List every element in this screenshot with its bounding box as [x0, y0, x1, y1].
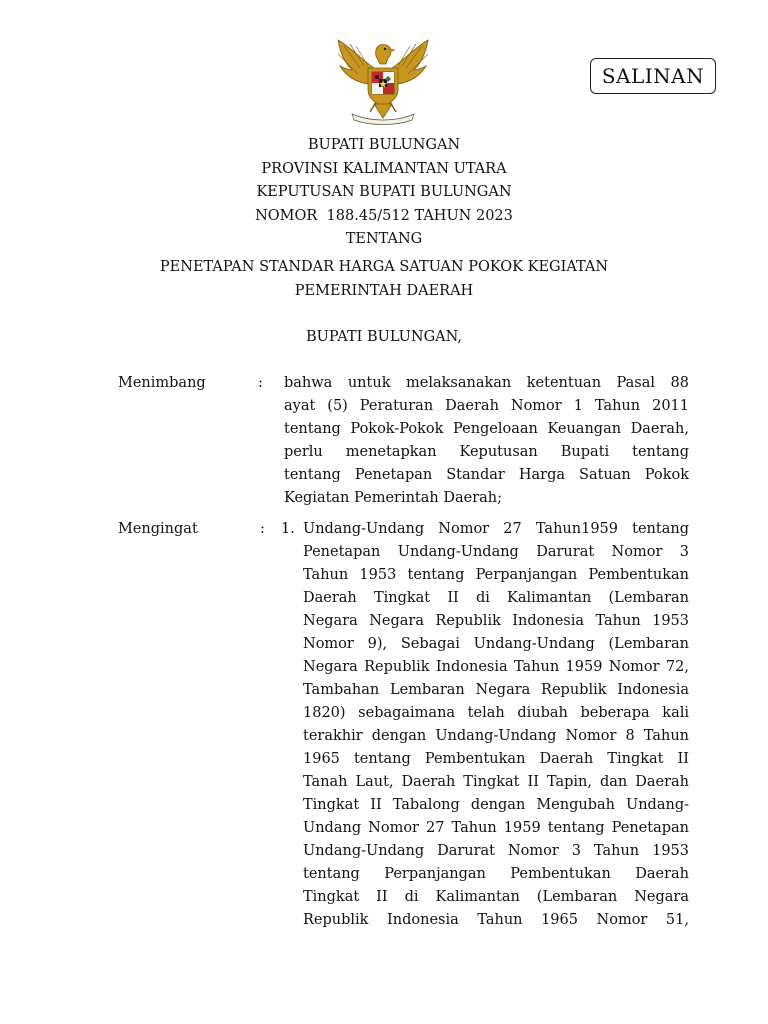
mengingat-line: Undang-Undang Darurat Nomor 3 Tahun 1953 — [303, 843, 689, 859]
authority-line: BUPATI BULUNGAN, — [305, 329, 463, 345]
header-regent: BUPATI BULUNGAN — [307, 137, 461, 153]
menimbang-label: Menimbang — [118, 375, 206, 391]
mengingat-line: Penetapan Undang-Undang Darurat Nomor 3 — [303, 544, 689, 560]
mengingat-line: Nomor 9), Sebagai Undang-Undang (Lembaran — [303, 636, 689, 652]
mengingat-line: Negara Negara Republik Indonesia Tahun 1953 — [303, 613, 689, 629]
mengingat-line: Republik Indonesia Tahun 1965 Nomor 51, — [303, 912, 689, 928]
mengingat-line: terakhir dengan Undang-Undang Nomor 8 Tahun — [303, 728, 689, 744]
mengingat-line: Daerah Tingkat II di Kalimantan (Lembaran — [303, 590, 689, 606]
mengingat-colon: : — [260, 521, 265, 537]
menimbang-line: Kegiatan Pemerintah Daerah; — [284, 490, 503, 506]
mengingat-line: Tambahan Lembaran Negara Republik Indonesia — [303, 682, 689, 698]
document-header — [0, 134, 768, 252]
title-line-1: PENETAPAN STANDAR HARGA SATUAN POKOK KEGIATAN — [159, 259, 609, 275]
mengingat-item-number: 1. — [281, 521, 295, 537]
menimbang-line: bahwa untuk melaksanakan ketentuan Pasal 88 — [284, 375, 689, 391]
mengingat-line: Undang Nomor 27 Tahun 1959 tentang Penetapan — [303, 820, 689, 836]
mengingat-line: Negara Republik Indonesia Tahun 1959 Nomor 72, — [303, 659, 689, 675]
mengingat-line: Undang-Undang Nomor 27 Tahun1959 tentang — [303, 521, 689, 537]
salinan-label: SALINAN — [601, 64, 705, 88]
menimbang-colon: : — [258, 375, 263, 391]
mengingat-item-text — [303, 518, 689, 932]
header-decree: KEPUTUSAN BUPATI BULUNGAN — [256, 184, 512, 200]
header-about: TENTANG — [345, 231, 423, 247]
menimbang-line: tentang Pokok-Pokok Pengeloaan Keuangan Daerah, — [284, 421, 689, 437]
salinan-stamp — [590, 58, 716, 94]
menimbang-line: tentang Penetapan Standar Harga Satuan Pokok — [284, 467, 689, 483]
mengingat-line: 1820) sebagaimana telah diubah beberapa kali — [303, 705, 689, 721]
mengingat-line: tentang Perpanjangan Pembentukan Daerah — [303, 866, 689, 882]
menimbang-line: ayat (5) Peraturan Daerah Nomor 1 Tahun 2011 — [284, 398, 689, 414]
mengingat-line: Tingkat II Tabalong dengan Mengubah Undang- — [303, 797, 689, 813]
title-line-2: PEMERINTAH DAERAH — [294, 282, 474, 299]
header-number: NOMOR 188.45/512 TAHUN 2023 — [255, 207, 513, 224]
menimbang-line: perlu menetapkan Keputusan Bupati tentang — [284, 444, 689, 460]
mengingat-line: Tahun 1953 tentang Perpanjangan Pembentukan — [303, 567, 689, 583]
mengingat-label: Mengingat — [118, 521, 198, 537]
mengingat-line: Tanah Laut, Daerah Tingkat II Tapin, dan Daerah — [303, 774, 689, 790]
mengingat-line: Tingkat II di Kalimantan (Lembaran Negara — [303, 889, 689, 905]
header-province: PROVINSI KALIMANTAN UTARA — [261, 160, 507, 177]
mengingat-line: 1965 tentang Pembentukan Daerah Tingkat II — [303, 751, 689, 767]
document-title — [0, 256, 768, 303]
menimbang-text — [284, 372, 689, 510]
garuda-emblem-icon — [330, 34, 436, 126]
